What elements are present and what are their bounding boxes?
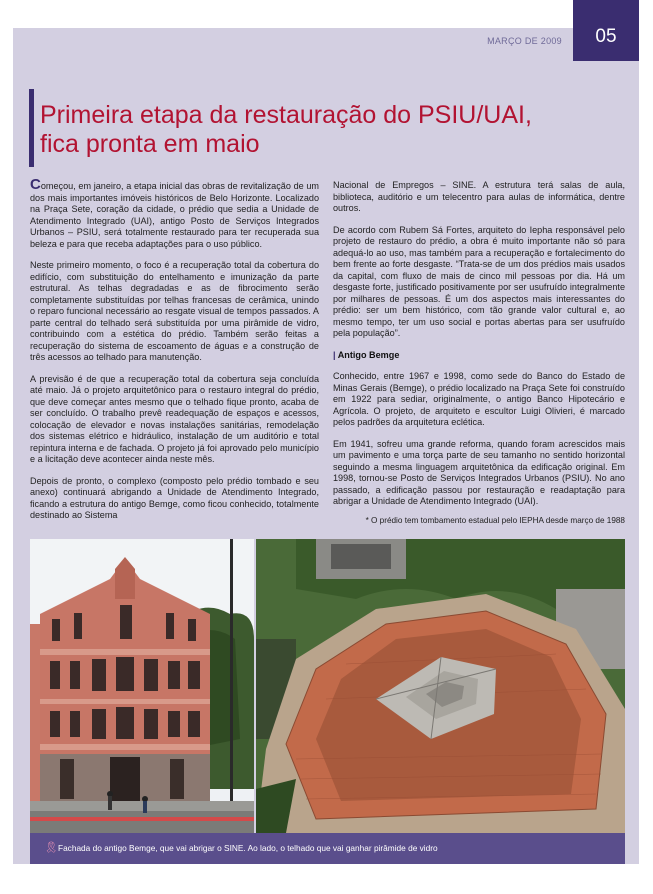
section-subhead: | Antigo Bemge (333, 349, 400, 360)
building-facade-illustration (30, 539, 254, 833)
photo-strip (30, 539, 625, 833)
paragraph: Nacional de Empregos – SINE. A estrutura terá salas de aula, biblioteca, auditório e um telecentro para aulas de informática, dentre outros. (333, 180, 625, 213)
paragraph: Neste primeiro momento, o foco é a recuperação total da cobertura do edifício, com substituição do entelhamento e imunização da parte estrutural. As telhas degradadas e as de fibrocimento serão completamente substituídas por telhas francesas de cerâmica, unindo o reparo funcional necessário ao resgate visual de tempos passados. A parte central do telhado será substituída por uma pirâmide de vidro, contribuindo com a estética do prédio. Também serão feitas a recuperação do sistema de escoamento de águas e a construção de três acessos ao telhado para manutenção. (30, 260, 319, 362)
paragraph: Conhecido, entre 1967 e 1998, como sede do Banco do Estado de Minas Gerais (Bemge), o prédio localizado na Praça Sete foi construído em 1922 para sediar, originalmente, o antigo Banco Hipotecário e Agrícola. O projeto, de arquiteto e escultor Luigi Olivieri, é marcado pelos padrões da arquitetura eclética. (333, 371, 625, 427)
paragraph: A previsão é de que a recuperação total da cobertura seja concluída até maio. Já o projeto arquitetônico para o restauro integral do prédio, que deve começar antes mesmo que o telhado fique pronto, acaba de ser concluído. O trabalho prevê readequação de espaços e acessos, colocação de elevador e novas instalações sanitárias, remodelação dos sistemas elétrico e hidráulico, instalação de um auditório e total repintura interna e de fachada. O projeto já foi aprovado pelo município e a licitação deve acontecer ainda neste mês. (30, 373, 319, 464)
title-accent-bar (29, 89, 34, 167)
drop-cap: C (30, 176, 41, 193)
title-line-2: fica pronta em maio (40, 130, 260, 158)
subhead-bar: | (333, 349, 338, 360)
roof-aerial-illustration (256, 539, 625, 833)
roof-aerial-photo (256, 539, 625, 833)
paragraph: Começou, em janeiro, a etapa inicial das obras de revitalização de um dos mais importantes imóveis históricos de Belo Horizonte. Localizado na Praça Sete, coração da cidade, o prédio que sedia a Unidade de Atendimento Integrado (UAI), antigo Posto de Serviços Integrados Urbanos – PSIU, será totalmente restaurado para ter recuperada sua beleza e para que receba adaptações para o uso público. (30, 176, 319, 249)
photo-caption: Fachada do antigo Bemge, que vai abrigar o SINE. Ao lado, o telhado que vai ganhar pirâmide de vidro (58, 843, 438, 853)
paragraph: Em 1941, sofreu uma grande reforma, quando foram acrescidos mais um pavimento e uma torça parte de seu tamanho no sentido horizontal seguindo a mesma linguagem arquitetônica da edificação original. Em 1998, tornou-se Posto de Serviços Integrados Urbanos (PSIU). No ano passado, a edificação passou por restauração e readaptação para abrigar a Unidade de Atendimento Integrado (UAI). (333, 438, 625, 506)
right-text-column (333, 180, 625, 518)
left-text-column (30, 176, 319, 532)
issue-date: MARÇO DE 2009 (487, 36, 562, 46)
paragraph: De acordo com Rubem Sá Fortes, arquiteto do Iepha responsável pelo projeto de restauro do prédio, a obra é muito importante não só para adequá-lo ao uso, mas também para a recuperação e fortalecimento do bem frente ao forte desgaste. “Trata-se de um dos prédios mais usados da capital, com fluxo de mais de cinco mil pessoas por dia. Há um desgaste forte, justificado positivamente por ser usufruído integralmente por milhares de pessoas. É um dos aspectos mais interessantes do prédio: ser um bem histórico, com tão grande valor cultural e, ao mesmo tempo, ter um uso social e portas abertas para ser usufruído pela população”. (333, 224, 625, 338)
article-title (40, 101, 610, 159)
building-facade-photo (30, 539, 254, 833)
paragraph: Depois de pronto, o complexo (composto pelo prédio tombado e seu anexo) continuará abrigando a Unidade de Atendimento Integrado, ficando a estrutura do antigo Bemge, como ficou conhecido, totalmente destinado ao Sistema (30, 475, 319, 520)
title-line-1: Primeira etapa da restauração do PSIU/UAI, (40, 101, 532, 129)
page-number-badge: 05 (573, 0, 639, 61)
ribbon-icon: 🎗︎ (44, 842, 58, 854)
footnote: * O prédio tem tombamento estadual pelo IEPHA desde março de 1988 (365, 516, 625, 525)
photo-caption-bar (30, 833, 625, 864)
